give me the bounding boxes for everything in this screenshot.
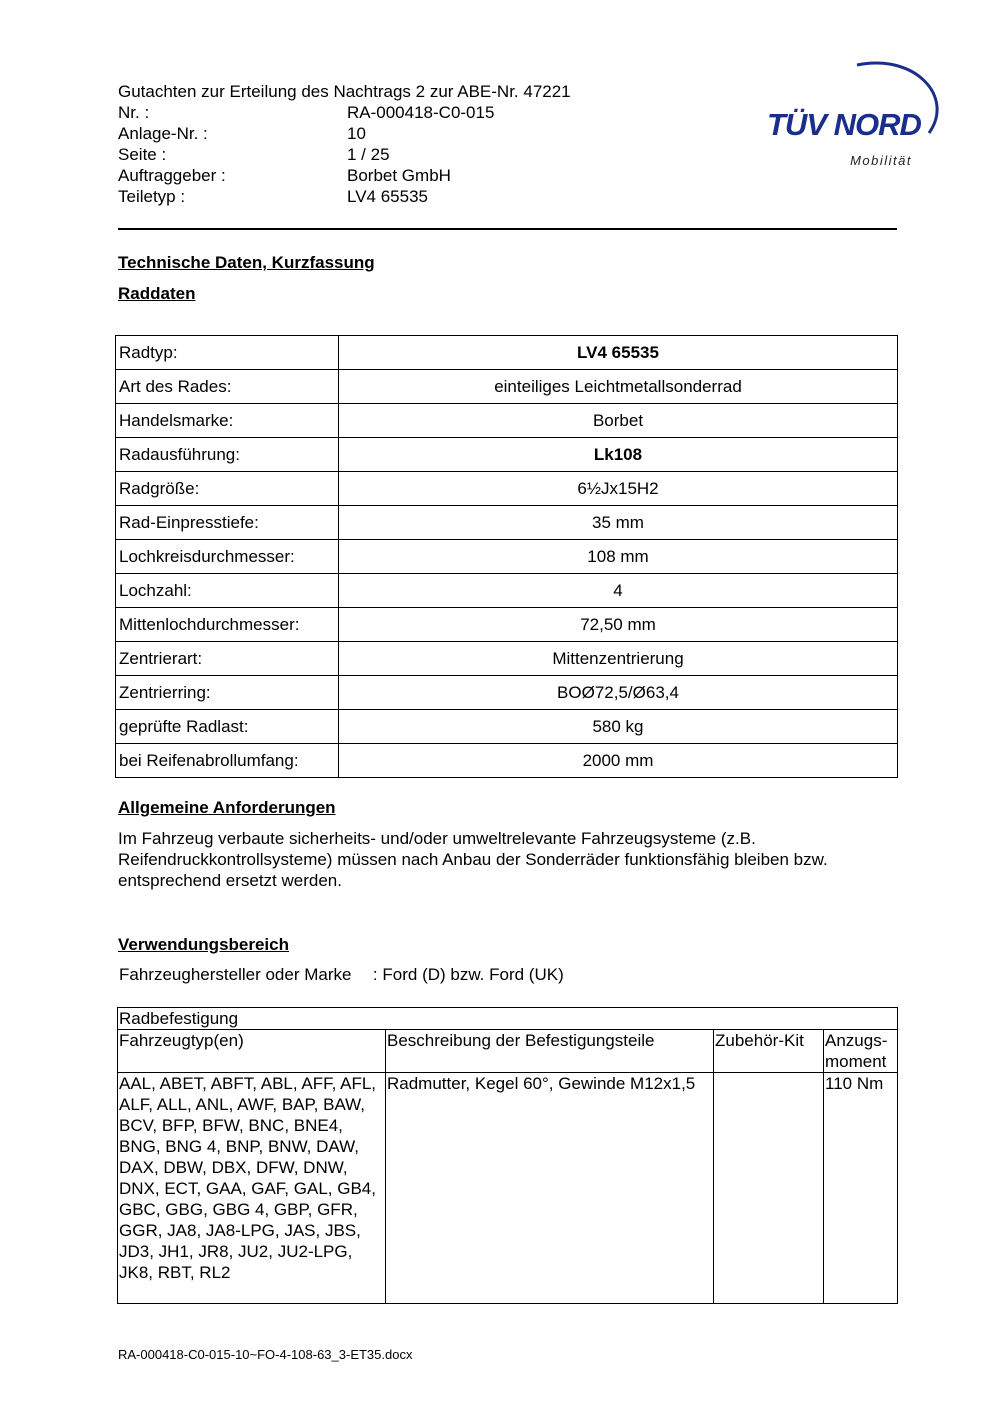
cell-value: Mittenzentrierung — [339, 642, 898, 676]
table-row — [116, 642, 898, 676]
table-row — [116, 540, 898, 574]
cell-kit — [714, 1073, 824, 1304]
usage-label: Fahrzeughersteller oder Marke — [119, 965, 352, 984]
table-row — [116, 472, 898, 506]
cell-label: Lochkreisdurchmesser: — [116, 540, 339, 574]
usage-value: Ford (D) bzw. Ford (UK) — [382, 965, 564, 984]
general-requirements-text: Im Fahrzeug verbaute sicherheits- und/oder umweltrelevante Fahrzeugsysteme (z.B. Reifendruckkontrollsysteme) müssen nach Anbau der Sonderräder funktionsfähig bleiben bzw. entsprechend ersetzt werden. — [118, 829, 828, 890]
header-divider — [118, 228, 897, 230]
header-value: 1 / 25 — [347, 145, 390, 164]
table-title-cell: Radbefestigung — [118, 1008, 898, 1030]
section-heading-general: Allgemeine Anforderungen — [118, 798, 336, 817]
cell-value: einteiliges Leichtmetallsonderrad — [339, 370, 898, 404]
cell-value: Lk108 — [339, 438, 898, 472]
table-header-row — [118, 1030, 898, 1073]
cell-value: LV4 65535 — [339, 336, 898, 370]
section-heading-raddaten: Raddaten — [118, 284, 196, 303]
cell-label: Mittenlochdurchmesser: — [116, 608, 339, 642]
document-title: Gutachten zur Erteilung des Nachtrags 2 zur ABE-Nr. 47221 — [118, 82, 571, 101]
table-row — [116, 710, 898, 744]
cell-types: AAL, ABET, ABFT, ABL, AFF, AFL, ALF, ALL, ANL, AWF, BAP, BAW, BCV, BFP, BFW, BNC, BNE4, BNG, BNG 4, BNP, BNW, DAW, DAX, DBW, DBX, DFW, DNW, DNX, ECT, GAA, GAF, GAL, GB4, GBC, GBG, GBG 4, GBP, GFR, GGR, JA8, JA8-LPG, JAS, JBS, JD3, JH1, JR8, JU2, JU2-LPG, JK8, RBT, RL2 — [118, 1073, 386, 1304]
cell-value: 4 — [339, 574, 898, 608]
cell-label: geprüfte Radlast: — [116, 710, 339, 744]
cell-value: 580 kg — [339, 710, 898, 744]
cell-value: Borbet — [339, 404, 898, 438]
table-row — [116, 676, 898, 710]
table-row — [116, 608, 898, 642]
header-torque: Anzugs-moment — [824, 1030, 898, 1073]
cell-torque: 110 Nm — [824, 1073, 898, 1304]
logo-brand: TÜV NORD — [767, 107, 921, 142]
header-label: Teiletyp : — [118, 187, 186, 206]
cell-label: Radgröße: — [116, 472, 339, 506]
cell-label: Handelsmarke: — [116, 404, 339, 438]
radbefestigung-table — [117, 1007, 898, 1304]
header-row — [118, 144, 618, 165]
cell-label: Zentrierring: — [116, 676, 339, 710]
header-row — [118, 123, 618, 144]
table-row — [116, 336, 898, 370]
cell-label: Radtyp: — [116, 336, 339, 370]
header-desc: Beschreibung der Befestigungsteile — [386, 1030, 714, 1073]
cell-label: Radausführung: — [116, 438, 339, 472]
header-value: Borbet GmbH — [347, 166, 451, 185]
cell-value: 35 mm — [339, 506, 898, 540]
table-row — [116, 370, 898, 404]
header-label: Nr. : — [118, 103, 150, 122]
header-kit: Zubehör-Kit — [714, 1030, 824, 1073]
raddaten-table — [115, 335, 898, 778]
cell-label: Zentrierart: — [116, 642, 339, 676]
cell-label: Rad-Einpresstiefe: — [116, 506, 339, 540]
usage-separator: : — [372, 965, 378, 984]
header-label: Anlage-Nr. : — [118, 124, 208, 143]
table-row — [118, 1008, 898, 1030]
footer-filename: RA-000418-C0-015-10~FO-4-108-63_3-ET35.docx — [118, 1347, 413, 1362]
cell-label: Art des Rades: — [116, 370, 339, 404]
section-heading-technical: Technische Daten, Kurzfassung — [118, 253, 375, 272]
table-row — [116, 574, 898, 608]
header-value: LV4 65535 — [347, 187, 428, 206]
cell-value: BOØ72,5/Ø63,4 — [339, 676, 898, 710]
cell-desc: Radmutter, Kegel 60°, Gewinde M12x1,5 — [386, 1073, 714, 1304]
tuv-nord-logo — [765, 57, 945, 172]
table-row — [116, 438, 898, 472]
logo-subtitle: Mobilität — [850, 153, 912, 168]
cell-value: 72,50 mm — [339, 608, 898, 642]
cell-value: 6½Jx15H2 — [339, 472, 898, 506]
header-row — [118, 165, 618, 186]
table-row — [118, 1073, 898, 1304]
cell-value: 108 mm — [339, 540, 898, 574]
cell-label: bei Reifenabrollumfang: — [116, 744, 339, 778]
table-row — [116, 744, 898, 778]
document-header — [118, 81, 618, 207]
usage-line — [119, 964, 564, 985]
table-row — [116, 506, 898, 540]
header-label: Seite : — [118, 145, 167, 164]
header-types: Fahrzeugtyp(en) — [118, 1030, 386, 1073]
cell-label: Lochzahl: — [116, 574, 339, 608]
header-row — [118, 186, 618, 207]
cell-value: 2000 mm — [339, 744, 898, 778]
header-value: 10 — [347, 124, 366, 143]
header-label: Auftraggeber : — [118, 166, 226, 185]
table-row — [116, 404, 898, 438]
header-value: RA-000418-C0-015 — [347, 103, 495, 122]
header-row — [118, 102, 618, 123]
section-heading-usage: Verwendungsbereich — [118, 935, 289, 954]
